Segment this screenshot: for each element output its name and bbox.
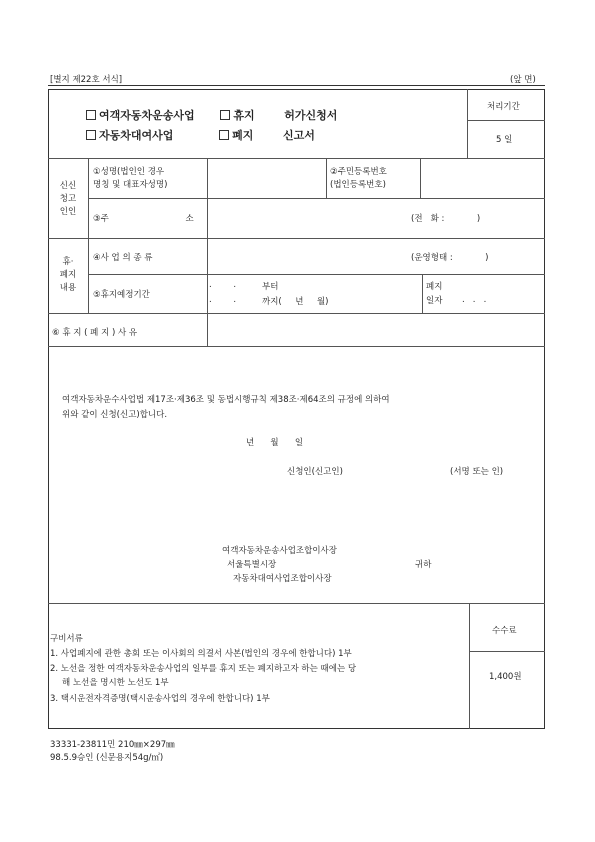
period-dots-top: . . xyxy=(209,280,237,290)
left-col-rule xyxy=(88,158,89,313)
address-field[interactable] xyxy=(209,199,399,237)
operation-type-label: (운영형태 : ) xyxy=(411,253,489,263)
reason-label: ⑥ 휴 지 ( 폐 지 ) 사 유 xyxy=(52,328,138,338)
id-field[interactable] xyxy=(422,159,542,197)
label-col-rule xyxy=(207,158,208,346)
content-section-label: 휴· 폐지 내용 xyxy=(59,257,77,293)
fee-label: 수수료 xyxy=(492,626,517,636)
title-option-rental: 자동차대여사업 xyxy=(99,129,174,142)
honorific: 귀하 xyxy=(415,560,432,570)
address-label: ③주 소 xyxy=(93,214,194,224)
documents-title: 구비서류 xyxy=(50,634,83,644)
fee-value: 1,400원 xyxy=(489,672,522,682)
business-row-rule xyxy=(88,274,545,275)
abolish-date-label: 폐지 일자 xyxy=(426,282,443,306)
page-side: (앞 면) xyxy=(510,75,536,85)
checkbox-passenger-transport[interactable] xyxy=(86,110,96,120)
declaration-line-1: 여객자동차운수사업법 제17조·제36조 및 동법시행규칙 제38조·제64조의 규정에 의하여 xyxy=(62,395,390,405)
business-type-field[interactable] xyxy=(209,239,399,273)
period-from: 부터 xyxy=(262,282,279,292)
processing-rule xyxy=(467,120,545,121)
checkbox-suspend[interactable] xyxy=(220,110,230,120)
declaration-date: 년 월 일 xyxy=(246,438,304,448)
footer-line-1: 33331-23811민 210㎜×297㎜ xyxy=(50,740,175,750)
recipient-3: 자동차대여사업조합이사장 xyxy=(233,574,332,584)
period-dots-bottom: . . xyxy=(209,295,237,305)
title-option-abolish: 폐지 xyxy=(232,129,254,142)
abolish-col-rule xyxy=(422,274,423,313)
reason-field[interactable] xyxy=(209,314,543,345)
reason-bottom-rule xyxy=(48,346,545,347)
checkbox-abolish[interactable] xyxy=(219,130,229,140)
title-suffix-report: 신고서 xyxy=(283,129,315,142)
signature-note: (서명 또는 인) xyxy=(450,467,504,477)
name-label: ①성명(법인인 경우 명칭 및 대표자성명) xyxy=(93,167,168,190)
id-col-rule-1 xyxy=(326,158,327,198)
document-item-1: 1. 사업폐지에 관한 총회 또는 이사회의 의결서 사본(법인의 경우에 한합니다) 1부 xyxy=(50,649,352,659)
id-col-rule-2 xyxy=(420,158,421,198)
name-field[interactable] xyxy=(209,159,325,197)
id-label: ②주민등록번호 (법인등록번호) xyxy=(330,167,387,190)
title-suffix-permit: 허가신청서 xyxy=(284,109,338,122)
title-option-passenger: 여객자동차운송사업 xyxy=(99,109,195,122)
business-type-label: ④사 업 의 종 류 xyxy=(93,253,153,263)
phone-label: (전 화 : ) xyxy=(411,214,481,224)
title-row-1 xyxy=(86,107,337,123)
processing-divider xyxy=(467,89,468,158)
fee-rule xyxy=(469,651,545,652)
form-number: [별지 제22호 서식] xyxy=(50,75,123,85)
processing-label: 처리기간 xyxy=(487,102,520,112)
fee-col-rule xyxy=(469,603,470,729)
checkbox-car-rental[interactable] xyxy=(86,130,96,140)
document-item-2-line-1: 2. 노선을 정한 여객자동차운송사업의 일부를 휴지 또는 폐지하고자 하는 때에는 당 xyxy=(50,664,357,674)
applicant-signature-label: 신청인(신고인) xyxy=(287,467,343,477)
title-option-suspend: 휴지 xyxy=(233,109,255,122)
period-to: 까지( 년 월) xyxy=(262,297,329,307)
recipient-2: 서울특별시장 xyxy=(227,560,277,570)
title-row-2 xyxy=(86,127,315,143)
document-item-2-line-2: 해 노선을 명시한 노선도 1부 xyxy=(62,678,169,688)
applicant-section-label: 신신 청고 인인 xyxy=(59,181,77,217)
header-rule xyxy=(48,85,545,86)
processing-value: 5 일 xyxy=(496,135,513,145)
footer-line-2: 98.5.9승인 (신문용지54g/㎡) xyxy=(50,753,164,763)
suspend-period-label: ⑤휴지예정기간 xyxy=(93,290,150,300)
abolish-date-dots: . . . xyxy=(462,295,487,305)
recipient-1: 여객자동차운송사업조합이사장 xyxy=(222,546,337,556)
declaration-bottom-rule xyxy=(48,603,545,604)
document-item-3: 3. 택시운전자격증명(택시운송사업의 경우에 한합니다) 1부 xyxy=(50,694,270,704)
declaration-line-2: 위와 같이 신청(신고)합니다. xyxy=(62,410,168,420)
